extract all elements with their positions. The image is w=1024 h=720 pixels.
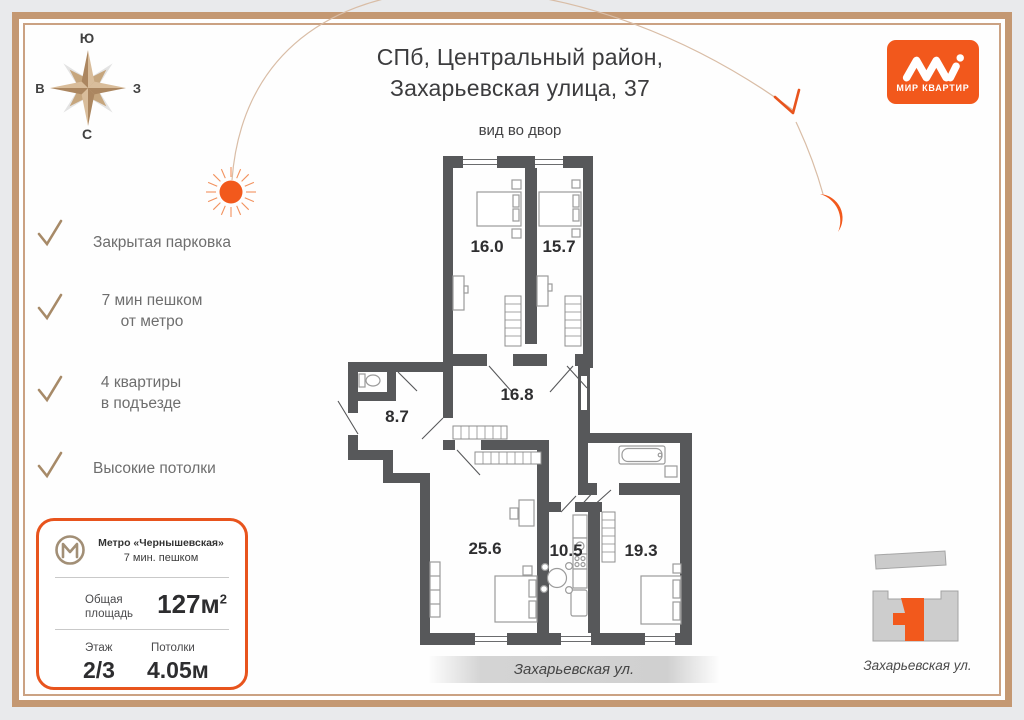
floor-value: 2/3 — [83, 657, 115, 683]
site-street-label: Захарьевская ул. — [863, 658, 972, 673]
compass-rose-icon — [30, 26, 150, 146]
feature-flats-line2: в подъезде — [100, 395, 182, 412]
check-icon — [36, 450, 64, 480]
wardrobe — [565, 296, 581, 346]
sink — [665, 466, 677, 477]
brand-name: МИР КВАРТИР — [896, 82, 970, 93]
chair — [541, 586, 548, 593]
check-icon — [36, 218, 64, 248]
room-area-hallway: 16.8 — [500, 385, 534, 404]
feature-metro-walk-line2: от метро — [120, 313, 184, 330]
courtyard-view-label: вид во двор — [478, 122, 562, 139]
room-area-bedroom-3: 19.3 — [624, 541, 658, 560]
sun-icon — [203, 164, 259, 220]
chair — [510, 508, 518, 519]
feature-flats-per-entrance — [82, 372, 200, 414]
feature-parking-label: Закрытая парковка — [93, 234, 231, 251]
feature-metro-walk — [82, 290, 222, 332]
feature-flats-line1: 4 квартиры — [100, 374, 182, 391]
room-area-kitchen: 10.5 — [549, 541, 583, 560]
room-area-bedroom-2: 15.7 — [542, 237, 576, 256]
ceilings-label: Потолки — [151, 642, 195, 654]
fridge — [571, 590, 587, 616]
compass-west-label: З — [132, 81, 142, 96]
metro-logo-icon — [53, 533, 87, 567]
compass-south-label: Ю — [79, 30, 95, 46]
room-area-bedroom-1: 16.0 — [470, 237, 504, 256]
street-label: Захарьевская ул. — [513, 661, 635, 678]
floor-label: Этаж — [85, 642, 113, 654]
feature-ceilings — [93, 458, 216, 479]
wardrobe — [602, 512, 615, 562]
dining-table — [548, 569, 567, 588]
desk — [519, 500, 534, 526]
room-area-entry-hall: 8.7 — [385, 407, 409, 426]
brand-logo — [887, 40, 979, 104]
site-plan — [853, 545, 983, 655]
window — [475, 633, 675, 645]
metro-walk-time: 7 мин. пешком — [123, 551, 199, 564]
brand-mark-icon — [900, 52, 966, 82]
feature-ceilings-label: Высокие потолки — [93, 460, 216, 477]
info-card — [36, 518, 248, 690]
room-area-living-room: 25.6 — [468, 539, 502, 558]
title-line-2: Захарьевская улица, 37 — [390, 75, 650, 101]
page-title — [315, 42, 725, 104]
check-icon — [36, 374, 64, 404]
divider — [55, 629, 229, 630]
area-label: Общая площадь — [85, 594, 134, 620]
chair — [566, 587, 573, 594]
wardrobe — [505, 296, 521, 346]
feature-parking — [93, 232, 231, 253]
chair — [542, 564, 549, 571]
dresser — [537, 276, 548, 306]
ceilings-value: 4.05м — [147, 657, 209, 683]
title-line-1: СПб, Центральный район, — [376, 44, 664, 70]
neighbor-building — [875, 551, 946, 569]
check-icon — [36, 292, 64, 322]
compass-north-label: С — [81, 126, 93, 142]
feature-metro-walk-line1: 7 мин пешком — [101, 292, 203, 309]
kitchen-counter — [573, 515, 587, 538]
compass-east-label: В — [35, 81, 45, 96]
divider — [55, 577, 229, 578]
chair — [566, 563, 573, 570]
dresser — [453, 276, 464, 310]
toilet — [359, 374, 365, 387]
area-value: $127м^2$ — [157, 589, 227, 619]
street-band — [428, 656, 720, 683]
metro-station-name: Метро «Чернышевская» — [98, 536, 224, 549]
floor-plan — [335, 150, 705, 650]
